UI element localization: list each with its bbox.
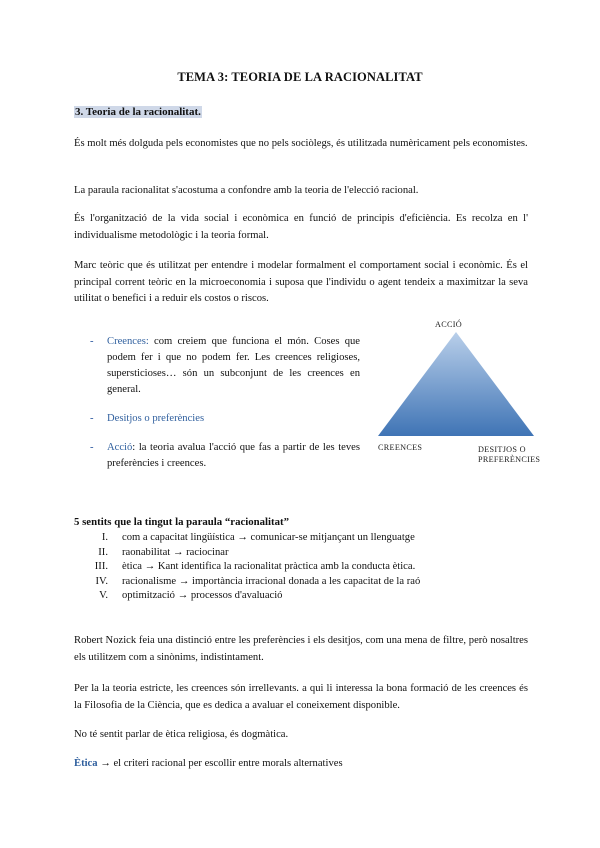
paragraph-3: És l'organització de la vida social i econòmica en funció de principis d'eficiència. Es recolza en l' individualisme metodològic i la teoria formal. (74, 213, 528, 241)
roman-numeral: II. (98, 546, 108, 558)
sense-text: raonabilitat → raciocinar (122, 546, 229, 558)
sense-text: ètica → Kant identifica la racionalitat pràctica amb la conducta ètica. (122, 561, 416, 573)
label-desitjos-line2: PREFERÈNCIES (478, 455, 541, 464)
term-description: : la teoria avalua l'acció que fas a partir de les teves preferències i creences. (107, 442, 360, 469)
list-item-accio (90, 440, 360, 472)
roman-numeral: I. (101, 532, 108, 543)
closing-paragraph-2: Per la la teoria estricte, les creences són irrellevants. a qui li interessa la bona formació de les creences és la Filosofia de la Ciència, que es dedica a avaluar el coneixement disponible. (74, 683, 528, 711)
paragraph-2: La paraula racionalitat s'acostuma a confondre amb la teoria de l'elecció racional. (74, 185, 419, 196)
page-title: TEMA 3: TEORIA DE LA RACIONALITAT (177, 70, 423, 84)
sense-text: com a capacitat lingüística → comunicar-se mitjançant un llenguatge (122, 532, 415, 543)
paragraph-4: Marc teòric que és utilitzat per entendre i modelar formalment el comportament social i econòmic. És el principal corrent teòric en la microeconomia i suposa que l'individu o agent tendeix a maximitzar la seva utilitat o benefici i a reduir els costos o riscos. (74, 260, 528, 305)
roman-numeral: V. (99, 590, 108, 602)
closing-paragraph-3: No té sentit parlar de ètica religiosa, és dogmàtica. (74, 729, 289, 740)
dash-bullet: - (90, 413, 94, 424)
triangle-shape (378, 332, 534, 436)
label-desitjos-line1: DESITJOS O (478, 445, 526, 454)
list-item-creences (90, 334, 360, 398)
list-item (74, 589, 528, 604)
label-creences: CREENCES (378, 443, 423, 452)
senses-heading: 5 sentits que la tingut la paraula “racionalitat” (74, 516, 290, 528)
sense-text: racionalisme → importància irracional donada a les capacitat de la raó (122, 575, 421, 587)
list-item (74, 531, 528, 546)
senses-list (74, 531, 528, 604)
concept-list (90, 334, 360, 485)
list-item (74, 546, 528, 561)
list-item (74, 575, 528, 590)
dash-bullet: - (90, 336, 94, 347)
roman-numeral: IV. (95, 575, 108, 587)
sense-text: optimització → processos d'avaluació (122, 590, 283, 602)
triangle-diagram (372, 318, 544, 470)
closing-paragraph-1: Robert Nozick feia una distinció entre les preferències i els desitjos, com una mena de filtre, però nosaltres els utilitzem com a sinònims, indistintament. (74, 635, 528, 663)
section-heading: 3. Teoria de la racionalitat. (75, 106, 201, 118)
etica-label: Ètica (74, 758, 98, 769)
list-item (74, 560, 528, 575)
dash-bullet: - (90, 442, 94, 453)
term-accio: Acció (107, 442, 133, 453)
paragraph-1: És molt més dolguda pels economistes que no pels sociòlegs, és utilitzada numèricament pels economistes. (74, 138, 528, 149)
term-description: com creiem que funciona el món. Coses que podem fer i que no podem fer. Les creences religioses, supersticioses… són un subconjunt de les creences en general. (107, 336, 360, 395)
etica-definition (74, 756, 528, 773)
list-item-desitjos (90, 411, 360, 427)
roman-numeral: III. (94, 561, 108, 573)
term-creences: Creences: (107, 336, 149, 347)
term-desitjos: Desitjos o preferències (107, 413, 205, 424)
label-accio: ACCIÓ (435, 320, 462, 329)
etica-text: → el criteri racional per escollir entre morals alternatives (97, 758, 343, 769)
